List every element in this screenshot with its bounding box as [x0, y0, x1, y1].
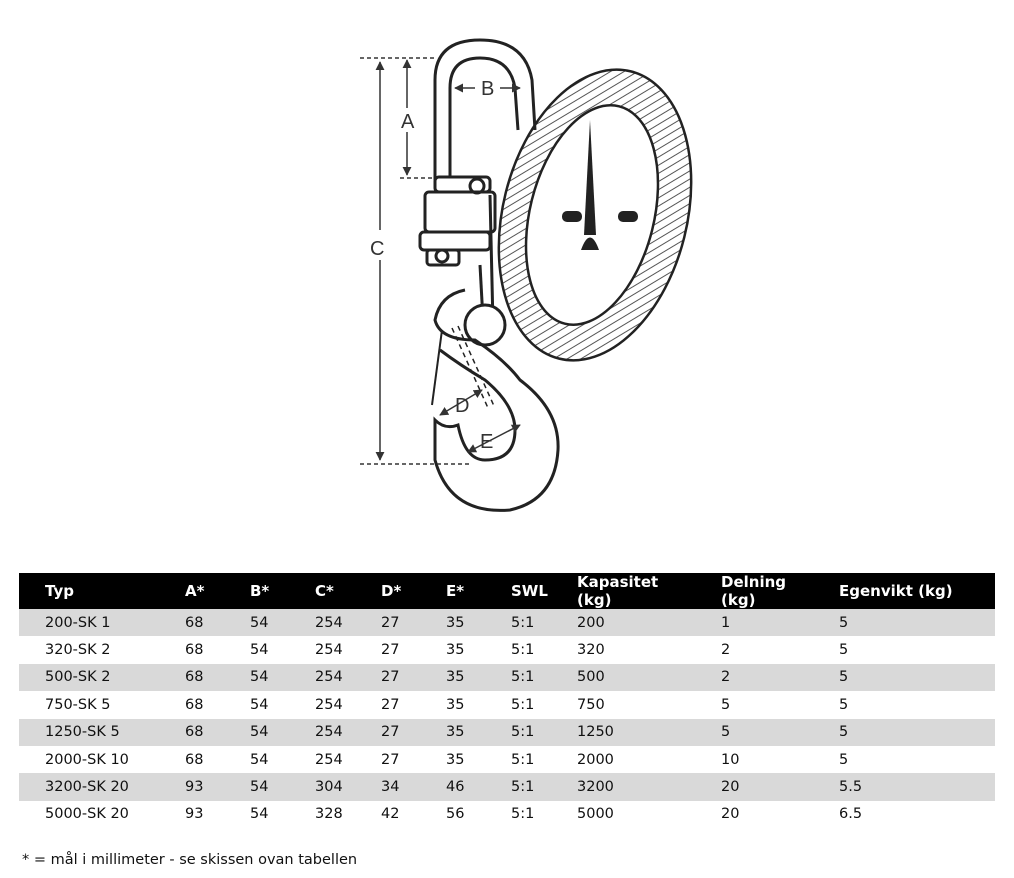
header-d: D* [355, 573, 420, 609]
table-cell: 20 [695, 801, 813, 828]
table-cell: 254 [289, 609, 355, 636]
table-cell: 304 [289, 773, 355, 800]
footnote: * = mål i millimeter - se skissen ovan tabellen [22, 852, 358, 868]
table-cell: 27 [355, 691, 420, 718]
table-cell: 2000 [551, 746, 695, 773]
table-cell: 254 [289, 746, 355, 773]
table-cell: 68 [159, 691, 224, 718]
table-cell: 5 [813, 664, 995, 691]
snatch-block-diagram [300, 20, 720, 530]
dim-label-c: C [370, 238, 385, 260]
table-cell: 5 [813, 719, 995, 746]
table-cell: 328 [289, 801, 355, 828]
table-cell: 35 [420, 719, 485, 746]
table-row [19, 636, 995, 663]
table-cell: 254 [289, 664, 355, 691]
header-e: E* [420, 573, 485, 609]
table-cell: 254 [289, 636, 355, 663]
header-typ: Typ [19, 573, 159, 609]
header-delning: Delning (kg) [695, 573, 813, 609]
table-row [19, 664, 995, 691]
table-cell: 6.5 [813, 801, 995, 828]
table-cell: 320 [551, 636, 695, 663]
table-cell: 27 [355, 636, 420, 663]
table-cell: 5:1 [485, 691, 551, 718]
table-cell: 54 [224, 746, 289, 773]
dim-label-b: B [481, 78, 495, 100]
table-cell: 20 [695, 773, 813, 800]
table-row [19, 609, 995, 636]
table-cell: 5 [813, 746, 995, 773]
sheave-icon [470, 49, 720, 381]
table-cell: 200 [551, 609, 695, 636]
table-cell: 5 [813, 609, 995, 636]
table-cell: 5000 [551, 801, 695, 828]
table-cell: 54 [224, 719, 289, 746]
table-cell: 2 [695, 636, 813, 663]
table-cell: 93 [159, 801, 224, 828]
table-cell: 35 [420, 636, 485, 663]
table-cell: 5 [813, 691, 995, 718]
table-cell: 254 [289, 691, 355, 718]
table-cell: 54 [224, 609, 289, 636]
table-cell: 5 [695, 691, 813, 718]
header-b: B* [224, 573, 289, 609]
table-cell: 5:1 [485, 609, 551, 636]
table-cell: 5:1 [485, 664, 551, 691]
table-cell: 750 [551, 691, 695, 718]
table-cell: 54 [224, 636, 289, 663]
spec-table [19, 573, 995, 828]
table-cell: 54 [224, 773, 289, 800]
table-cell: 500-SK 2 [19, 664, 159, 691]
table-row [19, 773, 995, 800]
table-cell: 10 [695, 746, 813, 773]
dim-label-e: E [480, 431, 494, 453]
table-cell: 27 [355, 719, 420, 746]
dim-label-d: D [455, 395, 470, 417]
dim-label-a: A [401, 111, 415, 133]
table-cell: 5 [695, 719, 813, 746]
table-cell: 27 [355, 746, 420, 773]
table-cell: 5:1 [485, 746, 551, 773]
table-cell: 500 [551, 664, 695, 691]
table-cell: 46 [420, 773, 485, 800]
table-cell: 1 [695, 609, 813, 636]
table-cell: 320-SK 2 [19, 636, 159, 663]
table-body [19, 609, 995, 828]
table-cell: 27 [355, 609, 420, 636]
table-cell: 54 [224, 801, 289, 828]
table-cell: 5:1 [485, 773, 551, 800]
table-cell: 68 [159, 746, 224, 773]
table-header-row [19, 573, 995, 609]
table-cell: 42 [355, 801, 420, 828]
table-cell: 5:1 [485, 636, 551, 663]
table-cell: 68 [159, 664, 224, 691]
header-a: A* [159, 573, 224, 609]
table-cell: 35 [420, 609, 485, 636]
table-cell: 2 [695, 664, 813, 691]
table-cell: 750-SK 5 [19, 691, 159, 718]
table-cell: 5.5 [813, 773, 995, 800]
table-cell: 5:1 [485, 719, 551, 746]
table-row [19, 801, 995, 828]
table-cell: 5:1 [485, 801, 551, 828]
table-cell: 1250 [551, 719, 695, 746]
table-cell: 35 [420, 746, 485, 773]
table-cell: 93 [159, 773, 224, 800]
header-swl: SWL [485, 573, 551, 609]
table-cell: 1250-SK 5 [19, 719, 159, 746]
table-cell: 27 [355, 664, 420, 691]
header-kapasitet: Kapasitet (kg) [551, 573, 695, 609]
table-cell: 34 [355, 773, 420, 800]
table-cell: 5 [813, 636, 995, 663]
header-c: C* [289, 573, 355, 609]
table-row [19, 746, 995, 773]
table-cell: 68 [159, 636, 224, 663]
table-cell: 3200 [551, 773, 695, 800]
table-cell: 35 [420, 691, 485, 718]
table-cell: 68 [159, 609, 224, 636]
table-cell: 2000-SK 10 [19, 746, 159, 773]
table-row [19, 691, 995, 718]
table-cell: 68 [159, 719, 224, 746]
header-egenvikt: Egenvikt (kg) [813, 573, 995, 609]
table-cell: 54 [224, 664, 289, 691]
table-cell: 254 [289, 719, 355, 746]
table-cell: 5000-SK 20 [19, 801, 159, 828]
table-cell: 3200-SK 20 [19, 773, 159, 800]
table-cell: 54 [224, 691, 289, 718]
table-cell: 56 [420, 801, 485, 828]
table-row [19, 719, 995, 746]
table-cell: 35 [420, 664, 485, 691]
table-cell: 200-SK 1 [19, 609, 159, 636]
